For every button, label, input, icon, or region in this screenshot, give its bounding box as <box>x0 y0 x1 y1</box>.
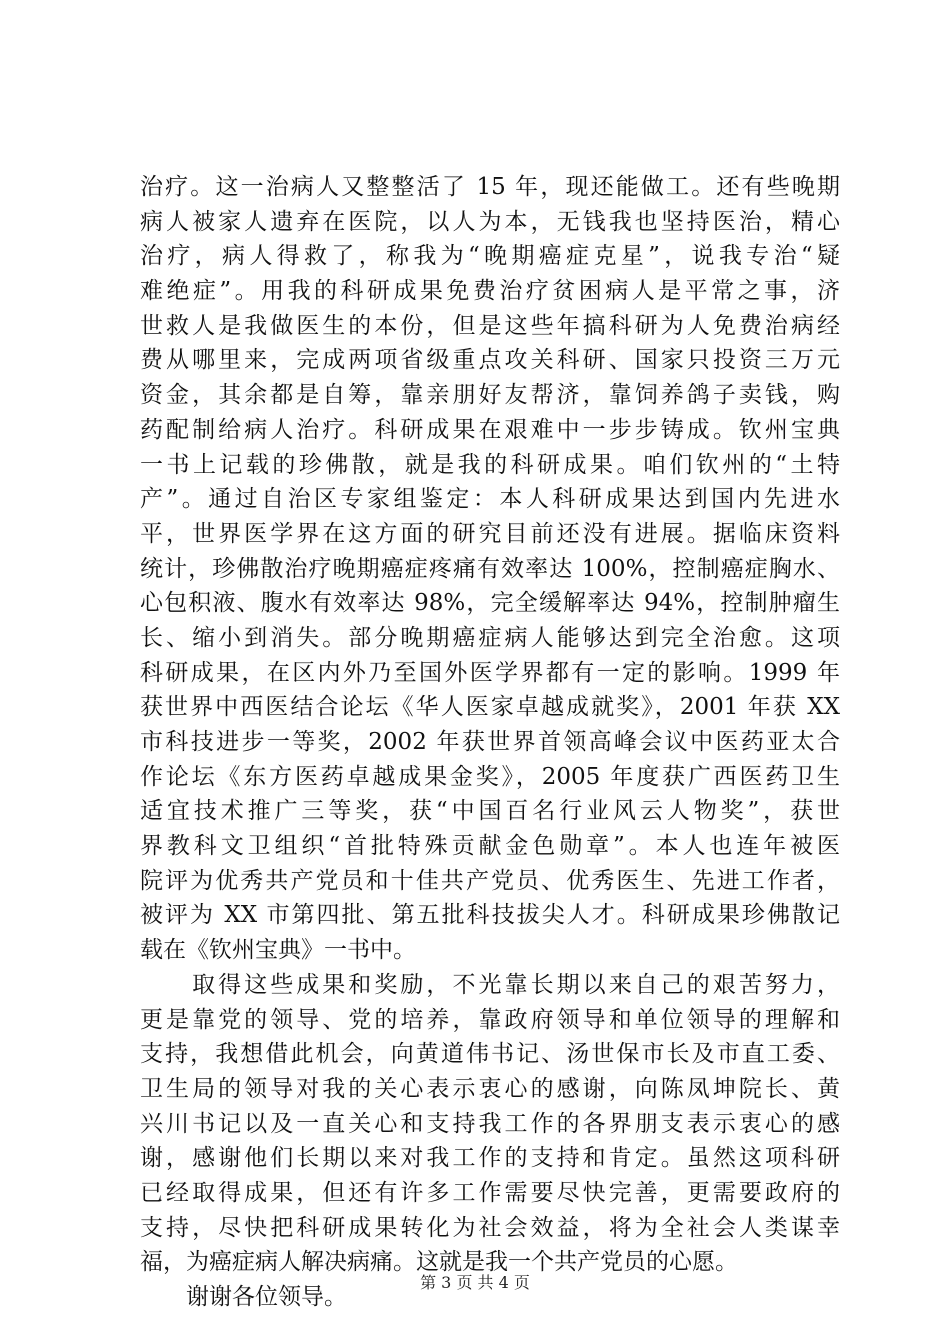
paragraph-first-line: 取得这些成果和奖励，不光靠长期以来自己的艰苦努力， <box>140 971 840 998</box>
text-line: 支持，我想借此机会，向黄道伟书记、汤世保市长及市直工委、 <box>140 1041 840 1068</box>
closing-line: 谢谢各位领导。 <box>140 1284 347 1310</box>
paragraph-end-line: 福，为癌症病人解决病痛。这就是我一个共产党员的心愿。 <box>140 1249 738 1276</box>
text-line: 长、缩小到消失。部分晚期癌症病人能够达到完全治愈。这项 <box>140 624 840 651</box>
text-line: 市科技进步一等奖，2002 年获世界首领高峰会议中医药亚太合 <box>140 729 840 755</box>
text-line: 谢，感谢他们长期以来对我工作的支持和肯定。虽然这项科研 <box>140 1145 840 1172</box>
body-text <box>140 170 840 1315</box>
text-line: 病人被家人遗弃在医院，以人为本，无钱我也坚持医治，精心 <box>140 208 840 235</box>
text-line: 科研成果，在区内外乃至国外医学界都有一定的影响。1999 年 <box>140 659 840 686</box>
text-line: 被评为 XX 市第四批、第五批科技拔尖人才。科研成果珍佛散记 <box>140 902 840 929</box>
text-line: 界教科文卫组织“首批特殊贡献金色勋章”。本人也连年被医 <box>140 833 840 860</box>
text-line: 一书上记载的珍佛散，就是我的科研成果。咱们钦州的“土特 <box>140 451 840 478</box>
text-line: 治疗，病人得救了，称我为“晚期癌症克星”，说我专治“疑 <box>140 243 840 270</box>
text-line: 更是靠党的领导、党的培养，靠政府领导和单位领导的理解和 <box>140 1006 840 1033</box>
text-line: 院评为优秀共产党员和十佳共产党员、优秀医生、先进工作者， <box>140 867 840 894</box>
text-line: 心包积液、腹水有效率达 98%，完全缓解率达 94%，控制肿瘤生 <box>140 590 840 617</box>
text-line: 治疗。这一治病人又整整活了 15 年，现还能做工。还有些晚期 <box>140 174 840 200</box>
text-line: 支持，尽快把科研成果转化为社会效益，将为全社会人类谋幸 <box>140 1214 840 1241</box>
text-line: 获世界中西医结合论坛《华人医家卓越成就奖》，2001 年获 XX <box>140 694 840 721</box>
text-line: 费从哪里来，完成两项省级重点攻关科研、国家只投资三万元 <box>140 347 840 374</box>
page-number-footer: 第 3 页 共 4 页 <box>420 1273 530 1292</box>
text-line: 作论坛《东方医药卓越成果金奖》，2005 年度获广西医药卫生 <box>140 763 840 790</box>
text-line: 世救人是我做医生的本份，但是这些年搞科研为人免费治病经 <box>140 312 840 339</box>
text-line: 适宜技术推广三等奖，获“中国百名行业风云人物奖”，获世 <box>140 798 840 825</box>
text-line: 平，世界医学界在这方面的研究目前还没有进展。据临床资料 <box>140 520 840 547</box>
text-line: 药配制给病人治疗。科研成果在艰难中一步步铸成。钦州宝典 <box>140 416 840 443</box>
paragraph-end-line: 载在《钦州宝典》一书中。 <box>140 937 416 964</box>
text-line: 资金，其余都是自筹，靠亲朋好友帮济，靠饲养鸽子卖钱，购 <box>140 382 840 409</box>
text-line: 兴川书记以及一直关心和支持我工作的各界朋支表示衷心的感 <box>140 1110 840 1137</box>
text-line: 卫生局的领导对我的关心表示衷心的感谢，向陈凤坤院长、黄 <box>140 1075 840 1102</box>
text-line: 难绝症”。用我的科研成果免费治疗贫困病人是平常之事，济 <box>140 278 840 305</box>
text-line: 已经取得成果，但还有许多工作需要尽快完善，更需要政府的 <box>140 1179 840 1206</box>
text-line: 统计，珍佛散治疗晚期癌症疼痛有效率达 100%，控制癌症胸水、 <box>140 555 840 582</box>
text-line: 产”。通过自治区专家组鉴定：本人科研成果达到国内先进水 <box>140 486 840 513</box>
